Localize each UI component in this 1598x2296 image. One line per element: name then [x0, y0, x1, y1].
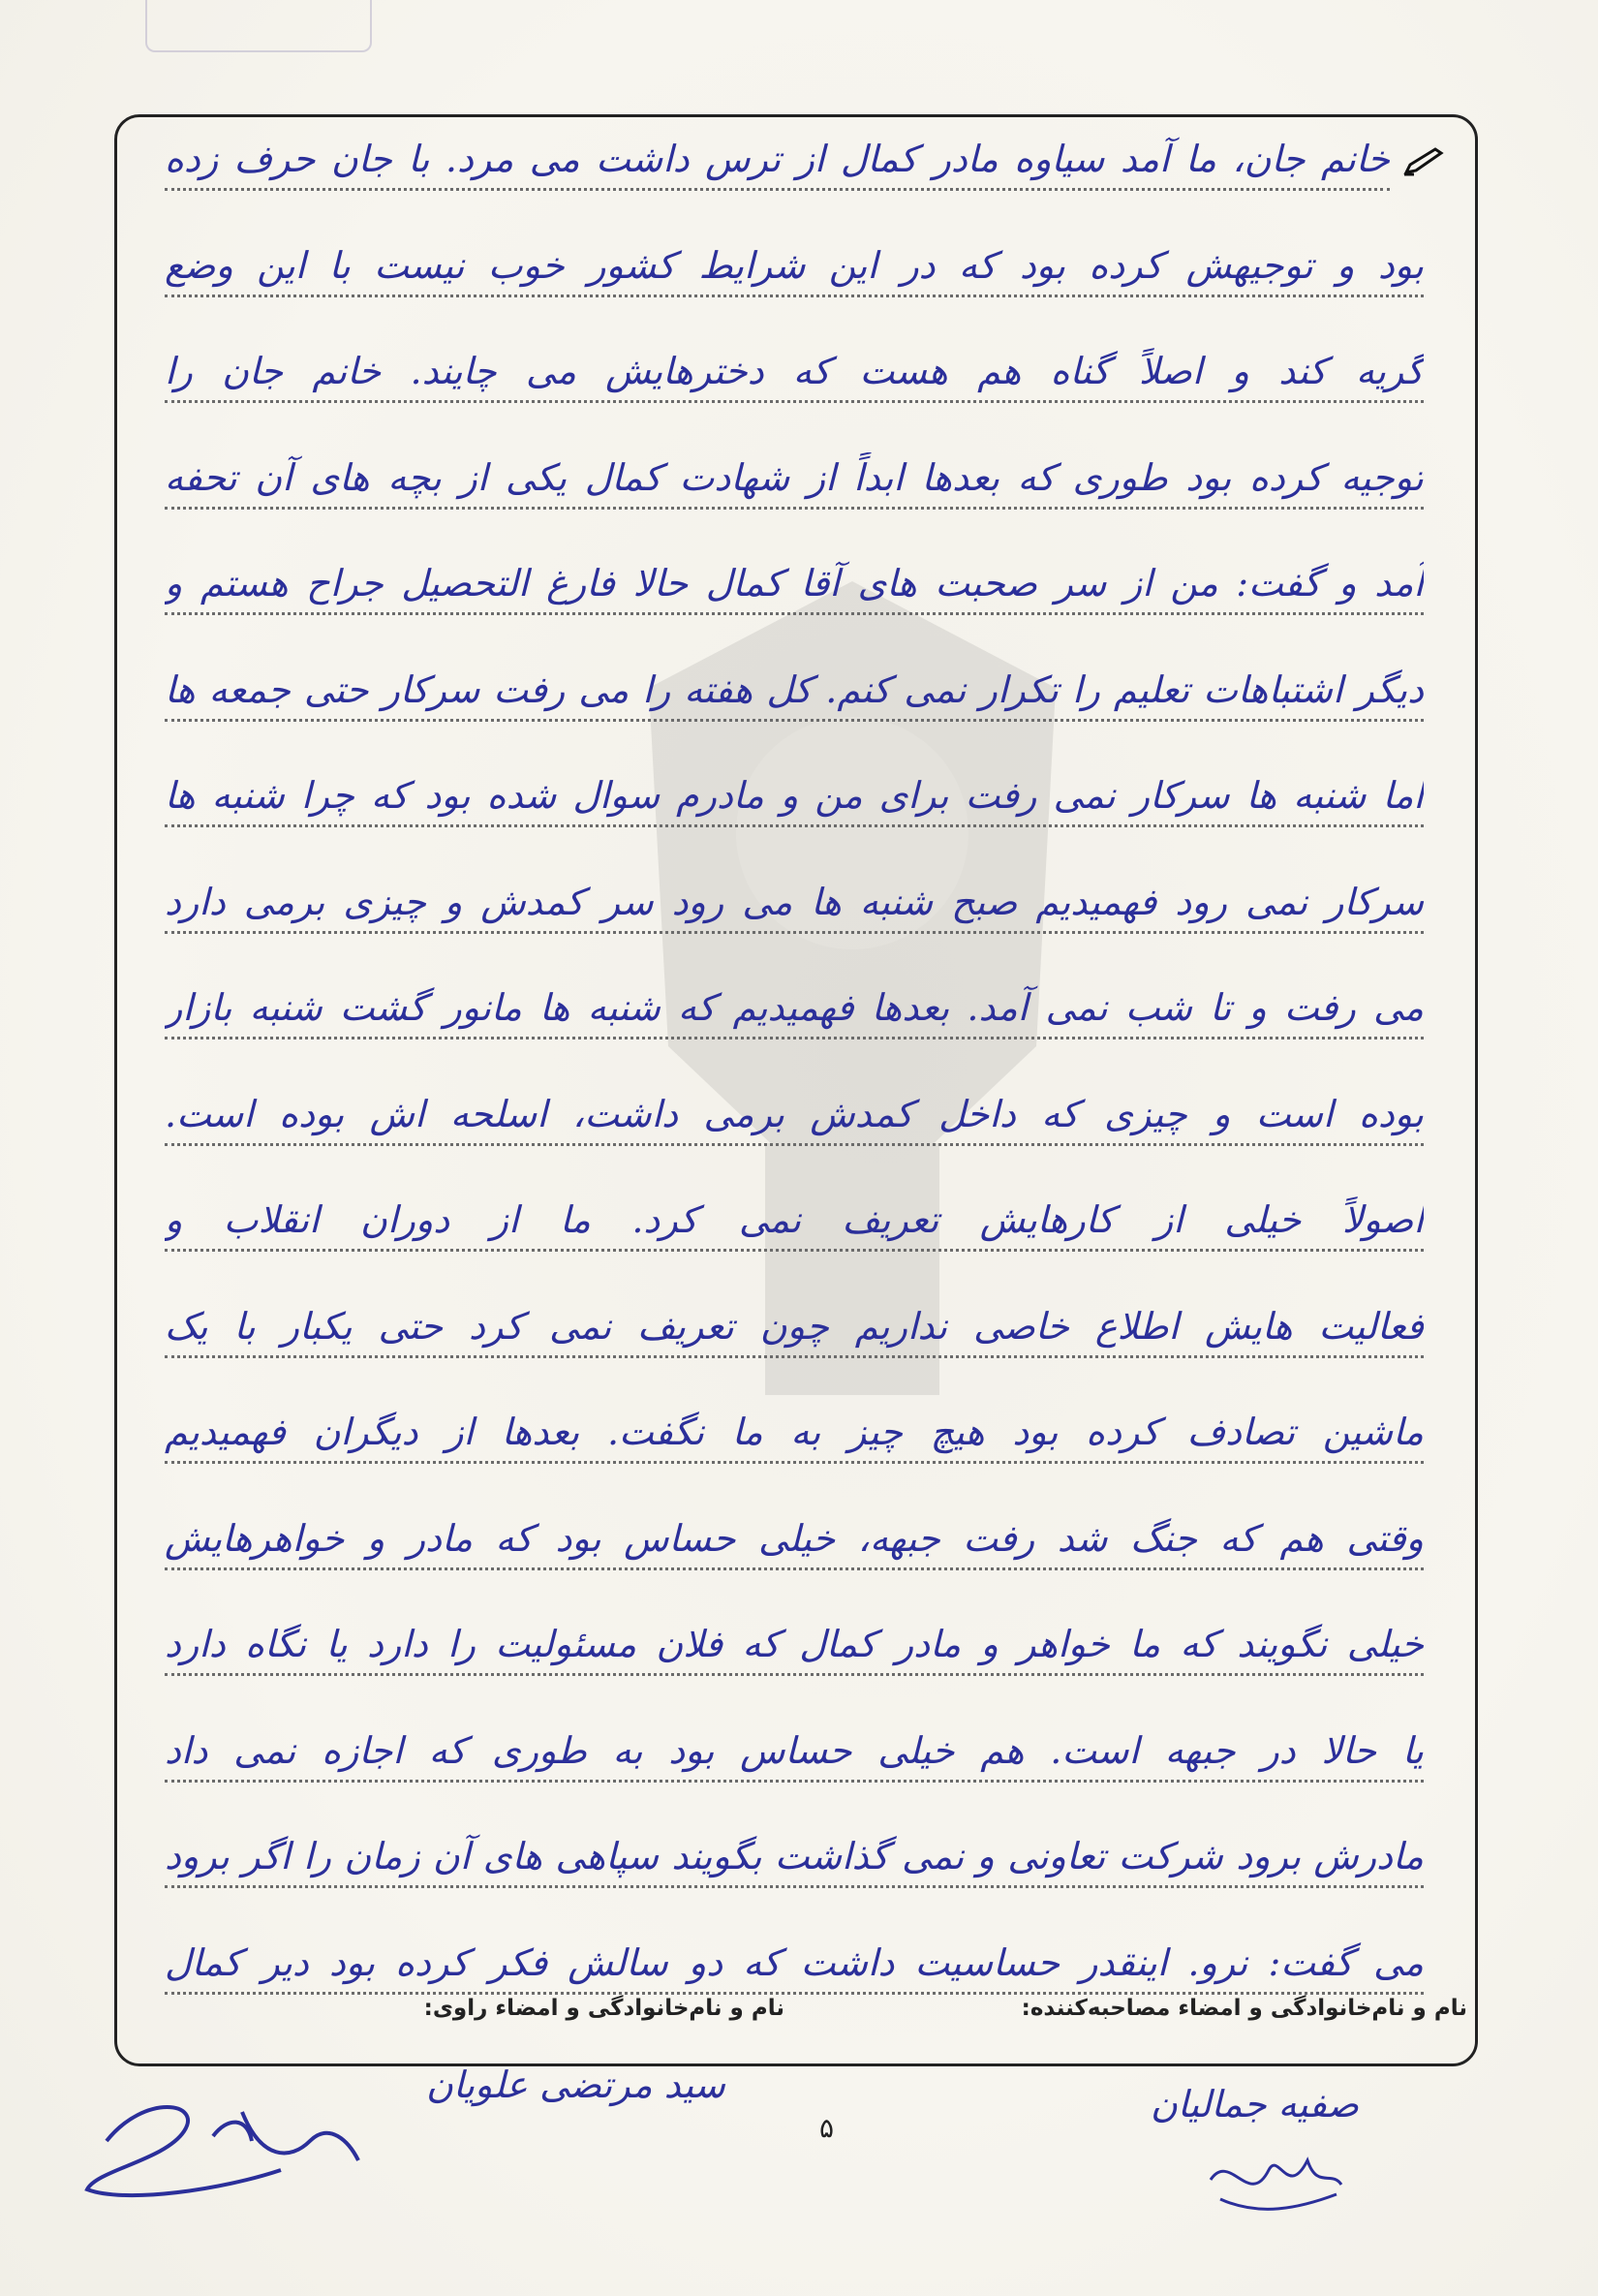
text-line — [165, 126, 1390, 191]
text-line-content: وقتی هم که جنگ شد رفت جبهه، خیلی حساس بود که مادر و خواهرهایش — [165, 1516, 1424, 1560]
text-line — [165, 1399, 1424, 1464]
text-line — [165, 445, 1424, 510]
corner-stamp — [145, 0, 372, 52]
text-line — [165, 762, 1424, 827]
page-number: ۵ — [819, 2112, 835, 2144]
text-line-content: مادرش برود شرکت تعاونی و نمی گذاشت بگویند سپاهی های آن زمان را اگر برود — [165, 1835, 1424, 1877]
text-line-content: بود و توجیهش کرده بود که در این شرایط کشور خوب نیست با این وضع — [165, 243, 1424, 287]
text-line — [165, 1611, 1424, 1676]
text-line-content: آمد و گفت: من از سر صحبت های آقا کمال حالا فارغ التحصیل جراح هستم و — [165, 562, 1424, 605]
interviewer-signature-label: نام و نام‌خانوادگی و امضاء مصاحبه‌کننده: — [1021, 1996, 1467, 2021]
text-line — [165, 550, 1424, 615]
text-line — [165, 338, 1424, 403]
interviewer-name: صفیه جمالیان — [1151, 2083, 1359, 2125]
text-line-content: ماشین تصادف کرده بود هیچ چیز به ما نگفت. بعدها از دیگران فهمیدیم — [165, 1411, 1424, 1453]
text-line-content: دیگر اشتباهات تعلیم را تکرار نمی کنم. کل هفته را می رفت سرکار حتی جمعه ها — [165, 667, 1424, 711]
text-line — [165, 1081, 1424, 1146]
pen-icon — [1402, 147, 1445, 176]
text-line — [165, 1823, 1424, 1888]
text-line — [165, 657, 1424, 722]
text-line-content: سرکار نمی رود فهمیدیم صبح شنبه ها می رود سر کمدش و چیزی برمی دارد — [165, 880, 1424, 923]
text-line — [165, 1930, 1424, 1995]
text-line-content: خیلی نگویند که ما خواهر و مادر کمال که فلان مسئولیت را دارد یا نگاه دارد — [165, 1623, 1424, 1665]
narrator-name: سید مرتضی علویان — [426, 2063, 725, 2106]
text-line — [165, 1187, 1424, 1252]
text-line-content: یا حالا در جبهه است. هم خیلی حساس بود به طوری که اجازه نمی داد — [165, 1728, 1424, 1772]
text-line-content: توجیه کرده بود طوری که بعدها ابداً از شهادت کمال یکی از بچه های آن تحفه — [165, 455, 1424, 499]
text-line-content: می گفت: نرو. اینقدر حساسیت داشت که دو سالش فکر کرده بود دیر کمال — [165, 1940, 1424, 1984]
interviewer-signature — [1201, 2131, 1346, 2218]
text-line-content: خانم جان، ما آمد سیاوه مادر کمال از ترس داشت می مرد. با جان حرف زده — [165, 138, 1390, 180]
text-line-content: فعالیت هایش اطلاع خاصی نداریم چون تعریف نمی کرد حتی یکبار با یک — [165, 1304, 1424, 1348]
text-line — [165, 233, 1424, 297]
text-line-content: اما شنبه ها سرکار نمی رفت برای من و مادرم سوال شده بود که چرا شنبه ها — [165, 774, 1424, 817]
text-line-content: اصولاً خیلی از کارهایش تعریف نمی کرد. ما از دوران انقلاب و — [165, 1198, 1424, 1241]
text-line — [165, 1293, 1424, 1358]
text-line — [165, 975, 1424, 1039]
text-line-content: گریه کند و اصلاً گناه هم هست که دخترهایش می چایند. خانم جان را — [165, 350, 1424, 392]
text-line — [165, 1505, 1424, 1570]
narrator-signature-label: نام و نام‌خانوادگی و امضاء راوی: — [423, 1996, 784, 2021]
text-line-content: می رفت و تا شب نمی آمد. بعدها فهمیدیم که شنبه ها مانور گشت شنبه بازار — [165, 986, 1424, 1029]
text-line-content: بوده است و چیزی که داخل کمدش برمی داشت، اسلحه اش بوده است. — [165, 1092, 1424, 1135]
narrator-signature — [68, 2083, 368, 2209]
text-line — [165, 869, 1424, 934]
text-line — [165, 1718, 1424, 1783]
